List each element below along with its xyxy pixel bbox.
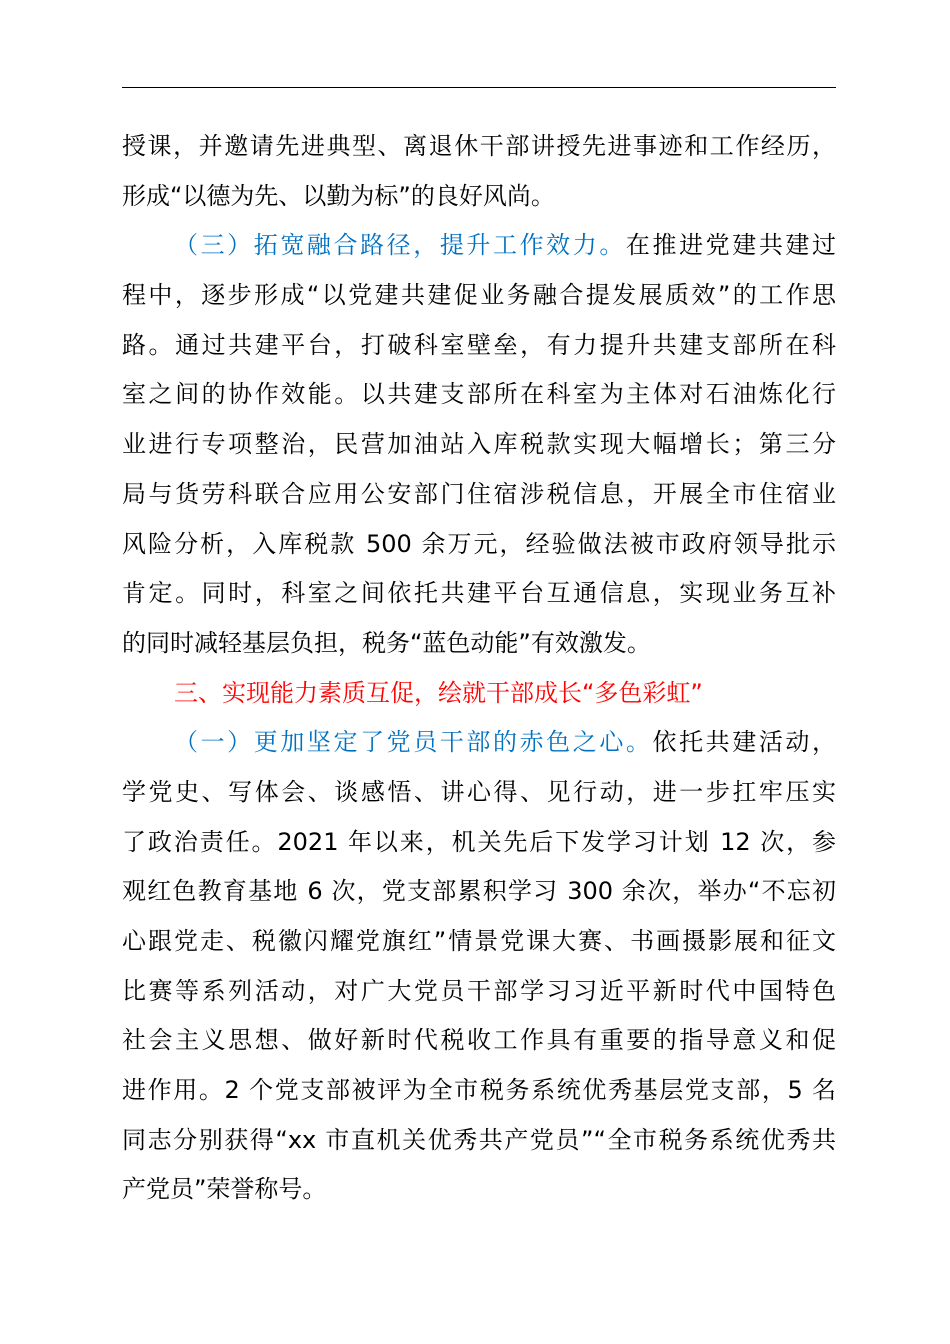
paragraph-line: 心跟党走、税徽闪耀党旗红”情景党课大赛、书画摄影展和征文 [122,927,836,955]
paragraph-line: 风险分析，入库税款 500 余万元，经验做法被市政府领导批示 [122,529,836,558]
header-rule [122,87,836,88]
paragraph-line: 路。通过共建平台，打破科室壁垒，有力提升共建支部所在科 [122,330,836,359]
paragraph-line: 同志分别获得“xx 市直机关优秀共产党员”“全市税务系统优秀共 [122,1125,836,1154]
paragraph-line: 比赛等系列活动，对广大党员干部学习习近平新时代中国特色 [122,976,836,1005]
paragraph-line: 授课，并邀请先进典型、离退休干部讲授先进事迹和工作经历， [122,132,836,160]
paragraph-line: 业进行专项整治，民营加油站入库税款实现大幅增长；第三分 [122,430,836,459]
paragraph-text: 在推进党建共建过 [625,231,837,260]
paragraph-line: 室之间的协作效能。以共建支部所在科室为主体对石油炼化行 [122,380,836,409]
paragraph-line: 的同时减轻基层负担，税务“蓝色动能”有效激发。 [122,628,651,657]
paragraph-first-line [122,718,836,768]
paragraph-line: 了政治责任。2021 年以来，机关先后下发学习计划 12 次，参 [122,827,836,856]
paragraph-line: 观红色教育基地 6 次，党支部累积学习 300 余次，举办“不忘初 [122,877,836,906]
paragraph-line: 产党员”荣誉称号。 [122,1175,327,1204]
paragraph-2 [122,221,836,668]
document-body [122,122,836,1215]
paragraph-text: 依托共建活动， [652,728,836,757]
section-heading: 三、实现能力素质互促，绘就干部成长“多色彩虹” [174,678,703,707]
paragraph-line: 局与货劳科联合应用公安部门住宿涉税信息，开展全市住宿业 [122,479,836,508]
paragraph-line: 肯定。同时，科室之间依托共建平台互通信息，实现业务互补 [122,579,836,608]
paragraph-1 [122,122,836,221]
subsection-heading: （三）拓宽融合路径，提升工作效力。 [174,231,626,260]
paragraph-line: 进作用。2 个党支部被评为全市税务系统优秀基层党支部，5 名 [122,1076,836,1105]
paragraph-line: 社会主义思想、做好新时代税收工作具有重要的指导意义和促 [122,1026,836,1055]
paragraph-line: 形成“以德为先、以勤为标”的良好风尚。 [122,181,555,210]
paragraph-3 [122,718,836,1215]
paragraph-line: 程中，逐步形成“以党建共建促业务融合提发展质效”的工作思 [122,281,836,310]
paragraph-line: 学党史、写体会、谈感悟、讲心得、见行动，进一步扛牢压实 [122,777,836,806]
subsection-heading: （一）更加坚定了党员干部的赤色之心。 [174,728,653,757]
paragraph-first-line [122,221,836,271]
